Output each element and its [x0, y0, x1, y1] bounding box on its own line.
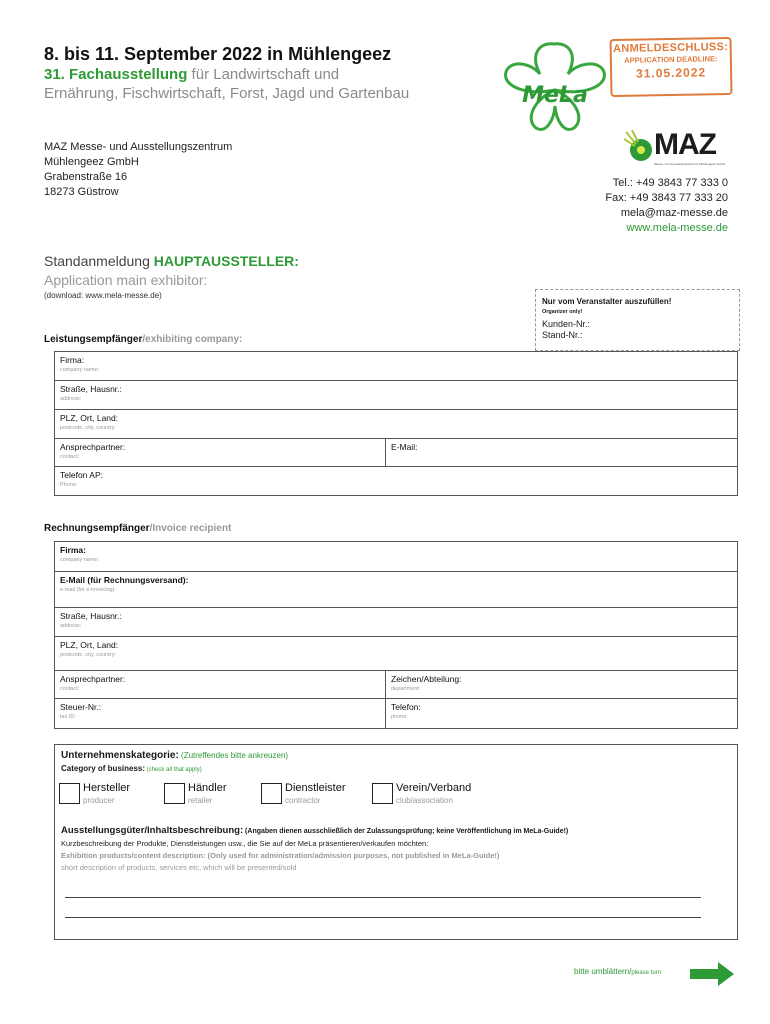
field-label: Firma: — [60, 355, 85, 365]
invoice-city-field[interactable] — [55, 637, 737, 670]
category-sub-note: (check all that apply) — [145, 767, 202, 773]
field-hint: e-mail (for e-invoicing): — [60, 587, 116, 593]
exhibition-number: 31. Fachausstellung — [44, 66, 188, 83]
invoice-department-field[interactable] — [385, 671, 737, 698]
form-row — [55, 410, 737, 439]
exhibitor-heading — [44, 334, 242, 345]
stamp-label-en: APPLICATION DEADLINE: — [624, 54, 718, 65]
field-hint: contact: — [60, 686, 80, 692]
exhibitor-email-field[interactable] — [385, 439, 737, 466]
form-row — [55, 467, 737, 495]
form-row — [55, 352, 737, 381]
field-hint: company name: — [60, 557, 100, 563]
mela-logo-text: MeLa — [522, 83, 588, 108]
maz-sun-icon — [624, 130, 656, 164]
form-row — [55, 608, 737, 637]
goods-description-en: Exhibition products/content description: (Only used for administration/admission purposes, not published in MeLa-Guide!) — [61, 851, 500, 860]
field-hint: postcode, city, country: — [60, 425, 116, 431]
download-note: (download: www.mela-messe.de) — [44, 291, 162, 300]
stand-number-field: Stand-Nr.: — [542, 330, 583, 340]
page-subtitle-line2: Ernährung, Fischwirtschaft, Forst, Jagd und Gartenbau — [44, 85, 410, 102]
goods-description-hint: short description of products, services etc, which will be presented/sold — [61, 863, 297, 872]
invoice-form — [54, 541, 738, 729]
exhibitor-company-field[interactable] — [55, 352, 737, 380]
form-row — [55, 542, 737, 572]
organizer-only-box — [535, 289, 740, 351]
field-label: Telefon: — [391, 702, 421, 712]
organizer-box-heading-en: Organizer only! — [542, 309, 583, 315]
invoice-company-field[interactable] — [55, 542, 737, 571]
category-heading-text: Unternehmenskategorie: — [61, 750, 179, 761]
form-row — [55, 572, 737, 608]
invoice-address-field[interactable] — [55, 608, 737, 636]
exhibitor-contact-field[interactable] — [55, 439, 385, 466]
goods-heading — [61, 825, 568, 836]
field-label: Ansprechpartner: — [60, 674, 126, 684]
field-label: E-Mail (für Rechnungsversand): — [60, 575, 189, 585]
category-heading-note: (Zutreffendes bitte ankreuzen) — [178, 751, 289, 760]
field-label: E-Mail: — [391, 442, 418, 452]
address-line: 18273 Güstrow — [44, 186, 119, 198]
association-checkbox[interactable] — [372, 783, 393, 804]
invoice-email-field[interactable] — [55, 572, 737, 607]
subtitle-rest: für Landwirtschaft und — [187, 66, 340, 83]
address-line: Grabenstraße 16 — [44, 171, 128, 183]
form-row — [55, 637, 737, 671]
field-hint: contact: — [60, 454, 80, 460]
field-label: Steuer-Nr.: — [60, 702, 102, 712]
application-title-plain: Standanmeldung — [44, 253, 154, 269]
option-label-en: contractor — [285, 796, 321, 805]
contact-email[interactable]: mela@maz-messe.de — [620, 207, 728, 219]
field-hint: Phone: — [60, 482, 78, 488]
goods-input-line[interactable] — [65, 917, 701, 918]
option-label: Verein/Verband — [396, 782, 472, 794]
field-label: Zeichen/Abteilung: — [391, 674, 462, 684]
exhibitor-city-field[interactable] — [55, 410, 737, 438]
goods-heading-note: (Angaben dienen ausschließlich der Zulassungsprüfung; keine Veröffentlichung im MeLa-Guide!) — [243, 828, 569, 835]
form-row — [55, 381, 737, 410]
field-label: Firma: — [60, 545, 86, 555]
category-box — [54, 744, 738, 940]
contractor-checkbox[interactable] — [261, 783, 282, 804]
goods-input-line[interactable] — [65, 897, 701, 898]
invoice-heading-en: /Invoice recipient — [149, 523, 232, 534]
field-hint: address: — [60, 623, 82, 629]
field-label: Ansprechpartner: — [60, 442, 126, 452]
invoice-tax-field[interactable] — [55, 699, 385, 728]
field-hint: address: — [60, 396, 82, 402]
category-subheading — [61, 764, 202, 773]
maz-tagline: Messe- und Ausstellungszentrum Mühlengeez GmbH — [654, 162, 725, 166]
deadline-stamp — [610, 37, 733, 97]
contact-web[interactable]: www.mela-messe.de — [626, 222, 728, 234]
arrow-right-icon — [690, 962, 734, 986]
field-label: PLZ, Ort, Land: — [60, 413, 119, 423]
option-label: Dienstleister — [285, 782, 346, 794]
exhibitor-heading-en: /exhibiting company: — [142, 334, 243, 345]
invoice-phone-field[interactable] — [385, 699, 737, 728]
category-sub-text: Category of business: — [61, 764, 146, 773]
retailer-checkbox[interactable] — [164, 783, 185, 804]
option-label: Händler — [188, 782, 227, 794]
page-turn-note — [574, 967, 661, 976]
field-hint: phone: — [391, 714, 408, 720]
option-label-en: retailer — [188, 796, 213, 805]
goods-description-de: Kurzbeschreibung der Produkte, Dienstleistungen usw., die Sie auf der MeLa präsentieren/verkaufen möchten: — [61, 839, 429, 848]
field-label: Straße, Hausnr.: — [60, 611, 122, 621]
page-turn-text-en: please turn — [631, 970, 662, 976]
organizer-contact — [605, 176, 728, 236]
goods-heading-text: Ausstellungsgüter/Inhaltsbeschreibung: — [61, 825, 244, 836]
invoice-heading — [44, 523, 231, 534]
option-label-en: producer — [83, 796, 115, 805]
field-hint: department: — [391, 686, 421, 692]
exhibitor-address-field[interactable] — [55, 381, 737, 409]
stamp-date: 31.05.2022 — [635, 65, 707, 81]
organizer-address — [44, 140, 232, 200]
form-row — [55, 439, 737, 467]
address-line: MAZ Messe- und Ausstellungszentrum — [44, 141, 233, 153]
invoice-heading-de: Rechnungsempfänger — [44, 523, 150, 534]
exhibitor-phone-field[interactable] — [55, 467, 737, 495]
field-label: PLZ, Ort, Land: — [60, 640, 119, 650]
stamp-label-de: ANMELDESCHLUSS: — [613, 40, 729, 56]
application-subtitle: Application main exhibitor: — [44, 272, 208, 288]
option-label-en: club/association — [396, 796, 453, 805]
address-line: Mühlengeez GmbH — [44, 156, 139, 168]
field-label: Telefon AP: — [60, 470, 104, 480]
page-title: 8. bis 11. September 2022 in Mühlengeez — [44, 44, 392, 64]
page-subtitle — [44, 66, 339, 83]
exhibitor-heading-de: Leistungsempfänger — [44, 334, 143, 345]
producer-checkbox[interactable] — [59, 783, 80, 804]
invoice-contact-field[interactable] — [55, 671, 385, 698]
application-title — [44, 253, 299, 269]
form-row — [55, 699, 737, 728]
maz-logo — [624, 128, 730, 168]
application-title-highlight: HAUPTAUSSTELLER: — [153, 253, 299, 269]
contact-tel: Tel.: +49 3843 77 333 0 — [612, 177, 728, 189]
mela-logo — [496, 40, 614, 134]
field-hint: postcode, city, country: — [60, 652, 116, 658]
field-hint: company name: — [60, 367, 100, 373]
field-hint: tax ID: — [60, 714, 76, 720]
category-heading — [61, 750, 288, 761]
form-row — [55, 671, 737, 699]
organizer-box-heading: Nur vom Veranstalter auszufüllen! — [542, 297, 672, 306]
option-label: Hersteller — [83, 782, 131, 794]
maz-logo-text: MAZ — [654, 128, 716, 161]
field-label: Straße, Hausnr.: — [60, 384, 122, 394]
customer-number-field: Kunden-Nr.: — [542, 319, 591, 329]
contact-fax: Fax: +49 3843 77 333 20 — [605, 192, 728, 204]
exhibitor-form — [54, 351, 738, 496]
page-turn-text: bitte umblättern/ — [574, 967, 632, 976]
